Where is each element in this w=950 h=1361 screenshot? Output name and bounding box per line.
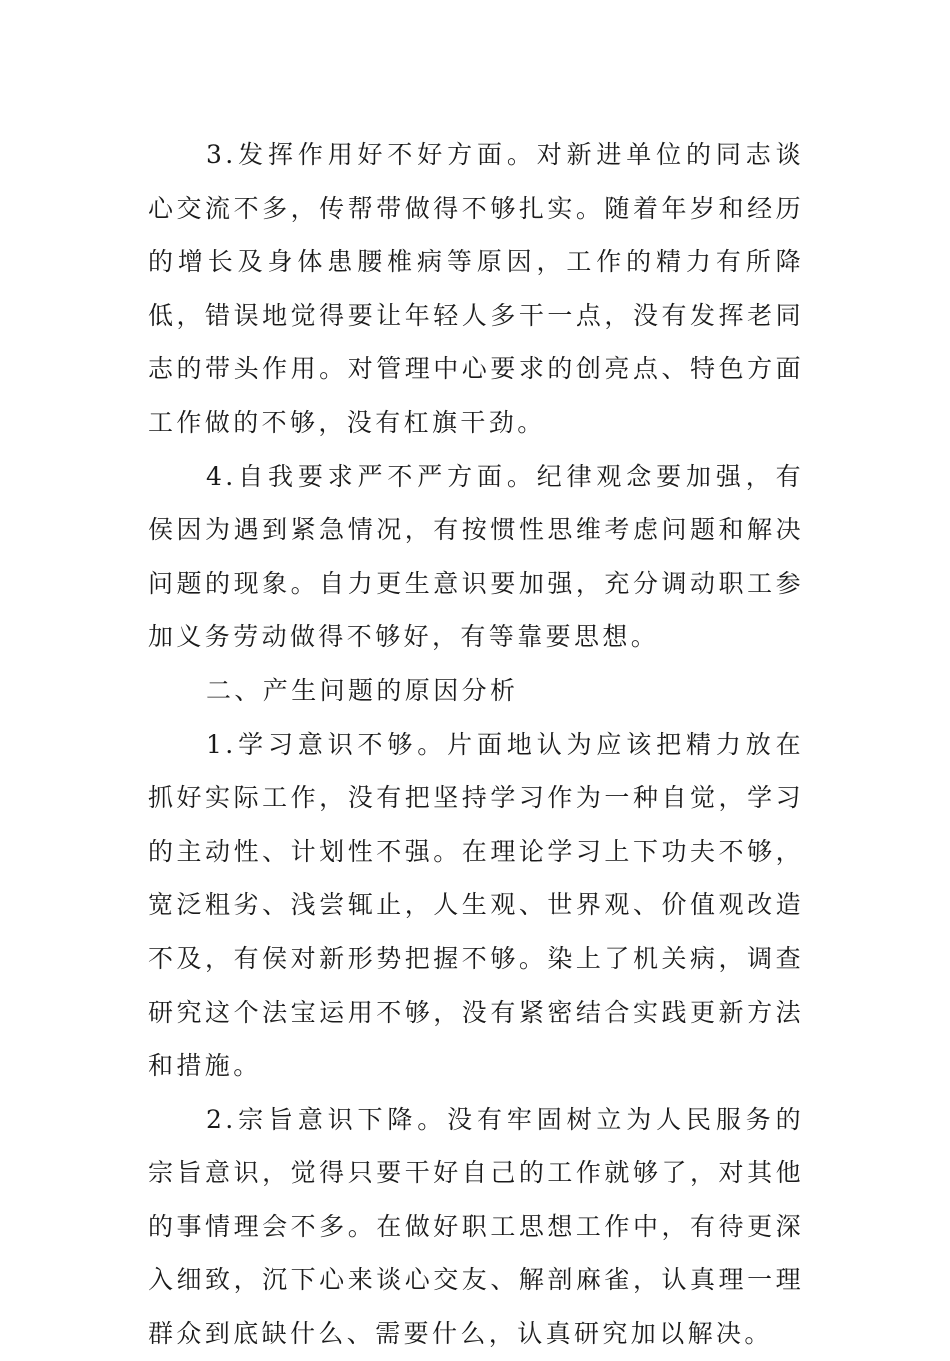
paragraph-cause-1: 1.学习意识不够。片面地认为应该把精力放在抓好实际工作，没有把坚持学习作为一种自觉，学习的主动性、计划性不强。在理论学习上下功夫不够，宽泛粗劣、浅尝辄止，人生观、世界观、价值观改造不及，有侯对新形势把握不够。染上了机关病，调查研究这个法宝运用不够，没有紧密结合实践更新方法和措施。 <box>148 729 804 1081</box>
document-body <box>148 128 804 1361</box>
paragraph-cause-2: 2.宗旨意识下降。没有牢固树立为人民服务的宗旨意识，觉得只要干好自己的工作就够了，对其他的事情理会不多。在做好职工思想工作中，有待更深入细致，沉下心来谈心交友、解剖麻雀，认真理一理群众到底缺什么、需要什么，认真研究加以解决。 <box>148 1104 804 1349</box>
paragraph-point-3: 3.发挥作用好不好方面。对新进单位的同志谈心交流不多，传帮带做得不够扎实。随着年岁和经历的增长及身体患腰椎病等原因，工作的精力有所降低，错误地觉得要让年轻人多干一点，没有发挥老同志的带头作用。对管理中心要求的创亮点、特色方面工作做的不够，没有杠旗干劲。 <box>148 140 804 437</box>
section-heading-cause-analysis: 二、产生问题的原因分析 <box>206 675 519 705</box>
paragraph-point-4: 4.自我要求严不严方面。纪律观念要加强，有侯因为遇到紧急情况，有按惯性思维考虑问题和解决问题的现象。自力更生意识要加强，充分调动职工参加义务劳动做得不够好，有等靠要思想。 <box>148 461 804 652</box>
